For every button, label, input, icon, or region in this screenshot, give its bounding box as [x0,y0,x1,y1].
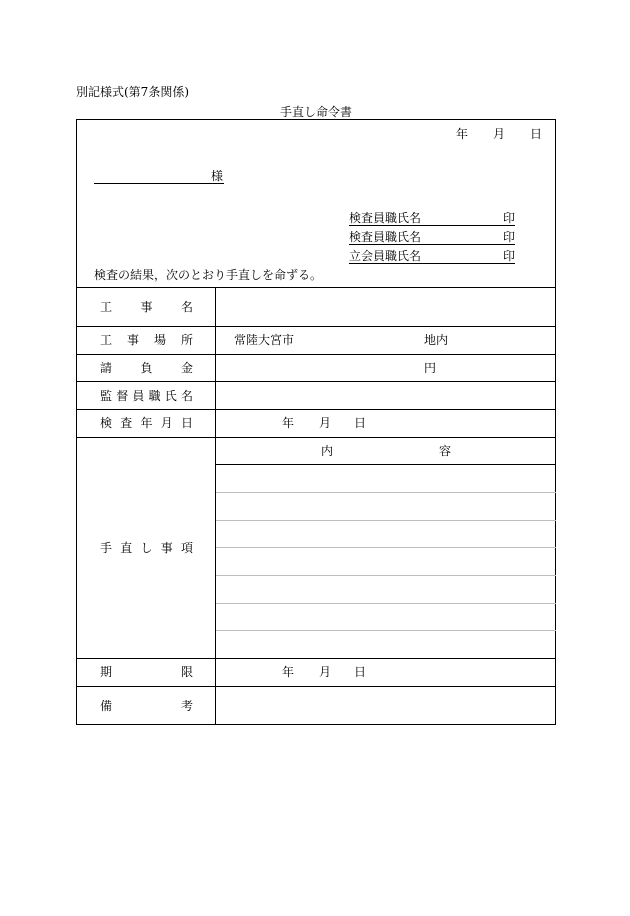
location-city: 常陸大宮市 [234,333,295,347]
contents-header-right: 容 [439,444,452,458]
label-supervisor-name: 監 督 員 職 氏 名 [100,389,193,403]
recipient-suffix: 様 [211,169,224,183]
corrections-entry-line [216,547,556,548]
label-remarks: 備 考 [100,699,193,713]
corrections-entry-line [216,520,556,521]
recipient-name-line [94,183,224,184]
seal-mark-1: 印 [503,211,516,225]
row-divider [76,381,556,382]
deadline-day: 日 [354,665,367,679]
row-divider [76,686,556,687]
form-title: 手直し命令書 [280,105,353,119]
corrections-entry-line [216,603,556,604]
row-divider [76,326,556,327]
inspection-day: 日 [354,416,367,430]
corrections-header-divider [216,464,556,465]
corrections-entry-line [216,630,556,631]
row-divider [76,287,556,288]
inspection-month: 月 [319,416,332,430]
column-divider [215,287,216,725]
signature-label-inspector-1: 検査員職氏名 [349,211,422,225]
label-deadline: 期 限 [100,665,193,679]
deadline-year: 年 [282,665,295,679]
label-construction-site: 工 事 場 所 [100,333,193,347]
label-contract-amount: 請 負 金 [100,361,193,375]
inspection-year: 年 [282,416,295,430]
row-divider [76,658,556,659]
signature-line-3 [349,263,515,264]
label-correction-items: 手 直 し 事 項 [100,541,193,555]
header-year: 年 [456,127,469,141]
signature-line-2 [349,244,515,245]
seal-mark-3: 印 [503,249,516,263]
row-divider [76,354,556,355]
signature-label-witness: 立会員職氏名 [349,249,422,263]
yen-unit: 円 [424,361,437,375]
signature-label-inspector-2: 検査員職氏名 [349,230,422,244]
corrections-entry-line [216,492,556,493]
deadline-month: 月 [319,665,332,679]
signature-line-1 [349,225,515,226]
label-inspection-date: 検 査 年 月 日 [100,416,193,430]
contents-header-left: 内 [321,444,334,458]
location-suffix: 地内 [424,333,449,347]
row-divider [76,437,556,438]
row-divider [76,409,556,410]
header-month: 月 [493,127,506,141]
header-day: 日 [530,127,543,141]
form-note: 別記様式(第7条関係) [76,85,189,99]
instruction-text: 検査の結果，次のとおり手直しを命ずる。 [94,268,323,282]
corrections-entry-line [216,575,556,576]
seal-mark-2: 印 [503,230,516,244]
label-project-name: 工 事 名 [100,300,193,314]
